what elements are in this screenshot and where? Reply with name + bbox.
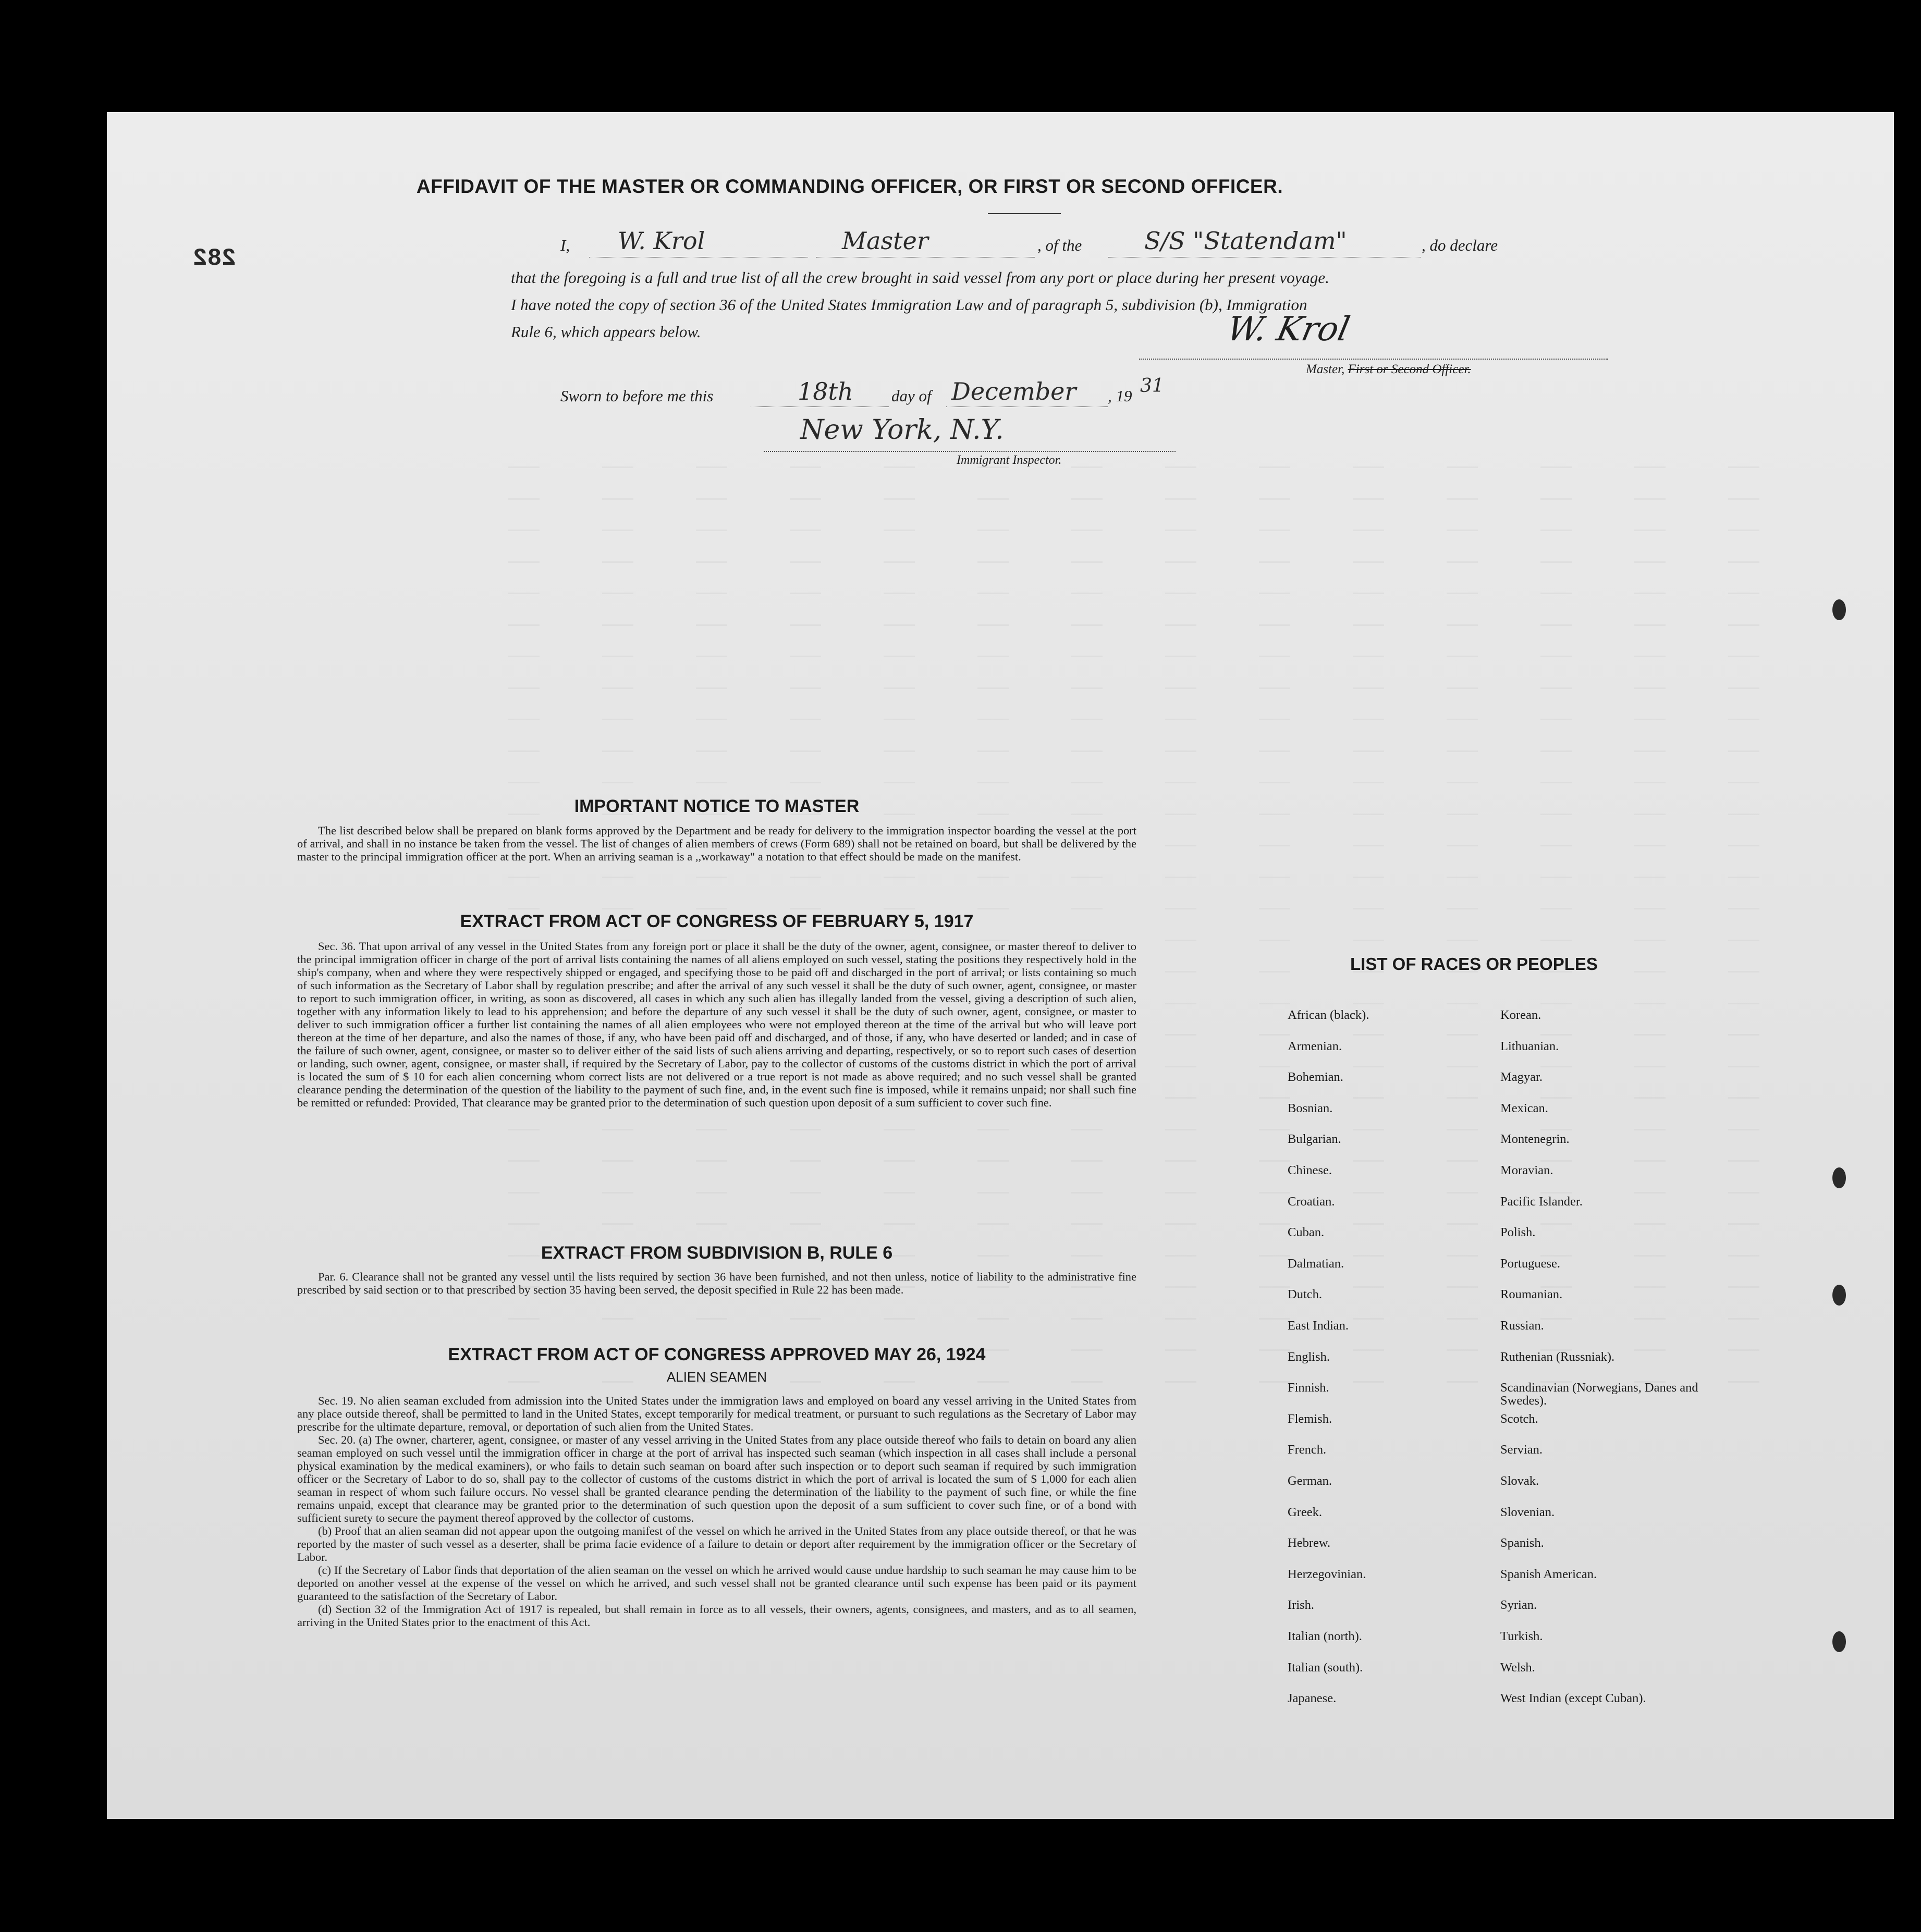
- act-1924-paragraph-2: Sec. 20. (a) The owner, charterer, agent, consignee, or master of any vessel arriving in the United States from any place outside thereof who fails to detain on board any alien seaman employed on such vessel until the immigration officer in charge at the port of arrival has inspected such seaman (which inspection in all cases shall include a personal physical examination by the medical examiners), or who fails to detain such seaman on board after such inspection or to deport such seaman if required by such immigration officer or the Secretary of Labor to do so, shall pay to the collector of customs of the customs district in which the port of arrival is located the sum of $ 1,000 for each alien seaman in respect of whom such failure occurs. No vessel shall be granted clearance pending the determination of the liability to the payment of such fine, or while the fine remains unpaid, except that clearance may be granted prior to the determination of such question upon the deposit of a sum sufficient to cover such fine, or of a bond with sufficient surety to secure the payment thereof approved by the collector of customs.: [297, 1433, 1136, 1524]
- sworn-day: 18th: [798, 377, 853, 405]
- declaration-line-3: Rule 6, which appears below.: [511, 323, 701, 341]
- race-item: Flemish.: [1288, 1411, 1332, 1426]
- affidavit-title: AFFIDAVIT OF THE MASTER OR COMMANDING OFFICER, OR FIRST OR SECOND OFFICER.: [416, 176, 1283, 197]
- race-item: Portuguese.: [1500, 1256, 1560, 1271]
- act-1924-paragraph-4: (c) If the Secretary of Labor finds that deportation of the alien seaman on the vessel on which he arrived would cause undue hardship to such seaman he may cause him to be deported on another vessel at the expense of the vessel on which he arrived, and such vessel shall not be granted clearance until such expense has been paid or its payment guaranteed to the satisfaction of the Secretary of Labor.: [297, 1564, 1136, 1603]
- act-1917-title: EXTRACT FROM ACT OF CONGRESS OF FEBRUARY 5, 1917: [460, 912, 974, 931]
- notice-paragraph: The list described below shall be prepared on blank forms approved by the Department and be ready for delivery to the immigration inspector boarding the vessel at the port of arrival, and shall in no instance be taken from the vessel. The list of changes of alien members of crews (Form 689) shall not be retained on board, but shall be delivered by the master to the principal immigration officer at the port. When an arriving seaman is a ,,workaway" a notation to that effect should be made on the manifest.: [297, 824, 1136, 863]
- binding-hole: [1832, 599, 1846, 620]
- race-item: Spanish American.: [1500, 1567, 1597, 1581]
- rule-6-paragraph: Par. 6. Clearance shall not be granted any vessel until the lists required by section 36 have been furnished, and not then unless, notice of liability to the administrative fine prescribed by said section or to that prescribed by section 35 having been served, the deposit specified in Rule 22 has been made.: [297, 1270, 1136, 1296]
- bleed-through-row: [508, 877, 1812, 878]
- race-item: Syrian.: [1500, 1598, 1537, 1613]
- rule-6-text: [297, 1270, 1136, 1296]
- signer-caption-master: Master,: [1306, 362, 1345, 376]
- bleed-through-row: [508, 1129, 1812, 1130]
- race-item: Korean.: [1500, 1008, 1541, 1022]
- race-item: African (black).: [1288, 1008, 1369, 1022]
- bleed-through-row: [508, 656, 1812, 657]
- bleed-through-row: [508, 719, 1812, 720]
- race-item: Spanish.: [1500, 1536, 1544, 1550]
- race-item: Polish.: [1500, 1225, 1536, 1240]
- race-item: Italian (north).: [1288, 1629, 1362, 1643]
- race-item: Lithuanian.: [1500, 1039, 1559, 1053]
- sworn-year-prefix: , 19: [1108, 387, 1132, 405]
- race-item: English.: [1288, 1349, 1330, 1364]
- signature-rule: [1139, 359, 1608, 360]
- race-item: Russian.: [1500, 1319, 1544, 1333]
- bleed-through-row: [508, 498, 1812, 500]
- race-item: Cuban.: [1288, 1225, 1325, 1240]
- of-the-text: , of the: [1037, 236, 1082, 254]
- bleed-through-row: [508, 1223, 1812, 1225]
- master-name: W. Krol: [618, 227, 705, 255]
- bleed-through-row: [508, 750, 1812, 752]
- race-item: Bohemian.: [1288, 1070, 1343, 1085]
- notice-title: IMPORTANT NOTICE TO MASTER: [574, 796, 860, 816]
- signer-caption: [1306, 362, 1471, 377]
- race-item: Dalmatian.: [1288, 1256, 1344, 1271]
- act-1924-paragraph-3: (b) Proof that an alien seaman did not appear upon the outgoing manifest of the vessel on which he arrived in the United States from any place outside thereof, or that he was reported by the master of such vessel as a deserter, shall be prima facie evidence of a failure to detain or deport after requirement by the immigration officer or the Secretary of Labor.: [297, 1524, 1136, 1564]
- act-1924-text: [297, 1394, 1136, 1629]
- race-item: Mexican.: [1500, 1101, 1548, 1115]
- race-item: Dutch.: [1288, 1287, 1322, 1302]
- bleed-through-row: [508, 561, 1812, 563]
- race-item: Servian.: [1500, 1443, 1543, 1457]
- act-1917-text: [297, 940, 1136, 1109]
- signer-caption-struck: First or Second Officer.: [1348, 362, 1471, 376]
- sworn-year-suffix: 31: [1140, 375, 1164, 397]
- sworn-month: December: [951, 377, 1076, 405]
- binding-hole: [1832, 1631, 1846, 1652]
- declarant-line: [560, 227, 1613, 262]
- race-item: Bosnian.: [1288, 1101, 1333, 1115]
- act-1917-paragraph: Sec. 36. That upon arrival of any vessel in the United States from any foreign port or place it shall be the duty of the owner, agent, consignee, or master thereof to deliver to the principal immigration officer in charge of the port of arrival lists containing the names of all aliens employed on such vessel, stating the positions they respectively hold in the ship's company, when and where they were respectively shipped or engaged, and specifying those to be paid off and discharged in the port of arrival; or lists containing so much of such information as the Secretary of Labor shall by regulation prescribe; and after the arrival of any such vessel it shall be the duty of such owner, agent, consignee, or master to report to such immigration officer, in writing, as soon as discovered, all cases in which any such alien has illegally landed from the vessel, giving a description of such alien, together with any information likely to lead to his apprehension; and before the departure of any such vessel it shall be the duty of such owner, agent, consignee, or master to deliver to such immigration officer a further list containing the names of all alien employees who were not employed thereon at the time of the arrival but who will leave port thereon at the time of her departure, and also the names of those, if any, who have been paid off and discharged, and of those, if any, who have deserted or landed; and in case of the failure of such owner, agent, consignee, or master so to deliver either of the said lists of such aliens arriving and departing, respectively, or so to report such cases of desertion or landing, such owner, agent, consignee, or master shall, if required by the Secretary of Labor, pay to the collector of customs of the customs district in which the port of arrival is located the sum of $ 10 for each alien concerning whom correct lists are not delivered or a true report is not made as above required; and no such vessel shall be granted clearance pending the determination of the question of the liability to the payment of such fine, and, in the event such fine is imposed, while it remains unpaid; nor shall such fine be remitted or refunded: Provided, That clearance may be granted prior to the determination of such question upon deposit of a sum sufficient to cover such fine.: [297, 940, 1136, 1109]
- declaration-line-1: that the foregoing is a full and true list of all the crew brought in said vessel from any port or place during her present voyage.: [511, 268, 1329, 287]
- notice-text: [297, 824, 1136, 863]
- sworn-prefix: Sworn to before me this: [560, 387, 714, 405]
- binding-hole: [1832, 1285, 1846, 1306]
- race-item: Herzegovinian.: [1288, 1567, 1366, 1581]
- race-item: Slovenian.: [1500, 1505, 1555, 1519]
- bleed-through-row: [508, 908, 1812, 909]
- binding-hole: [1832, 1167, 1846, 1188]
- inspector-rule: [764, 451, 1176, 452]
- race-item: Turkish.: [1500, 1629, 1543, 1643]
- bleed-through-row: [508, 593, 1812, 594]
- inspector-caption: Immigrant Inspector.: [957, 453, 1062, 467]
- race-item: Montenegrin.: [1500, 1132, 1570, 1147]
- race-item: East Indian.: [1288, 1319, 1349, 1333]
- sworn-place: New York, N.Y.: [800, 414, 1004, 446]
- bleed-through-row: [508, 466, 1812, 468]
- vessel-name: S/S "Statendam": [1144, 227, 1347, 255]
- race-item: Scotch.: [1500, 1411, 1538, 1426]
- races-title: LIST OF RACES OR PEOPLES: [1350, 954, 1598, 974]
- race-item: Italian (south).: [1288, 1660, 1363, 1675]
- act-1924-paragraph-5: (d) Section 32 of the Immigration Act of 1917 is repealed, but shall remain in force as to all vessels, their owners, agents, consignees, and masters, and as to all seamen, arriving in the United States prior to the enactment of this Act.: [297, 1603, 1136, 1629]
- act-1924-paragraph-1: Sec. 19. No alien seaman excluded from admission into the United States under the immigration laws and employed on board any vessel arriving in the United States from any place outside thereof, shall be permitted to land in the United States, except temporarily for medical treatment, or pursuant to such regulations as the Secretary of Labor may prescribe for the ultimate departure, removal, or deportation of such alien from the United States.: [297, 1394, 1136, 1433]
- bleed-through-row: [508, 1160, 1812, 1162]
- bleed-through-row: [508, 687, 1812, 689]
- race-item: Armenian.: [1288, 1039, 1342, 1053]
- race-item: Greek.: [1288, 1505, 1322, 1519]
- i-prefix: I,: [560, 236, 570, 254]
- race-item: Moravian.: [1500, 1163, 1553, 1177]
- bleed-through-row: [508, 530, 1812, 531]
- manifest-sheet: [107, 112, 1894, 1819]
- sheet-number: 282: [193, 245, 236, 272]
- race-item: West Indian (except Cuban).: [1500, 1691, 1646, 1706]
- race-item: Slovak.: [1500, 1474, 1539, 1488]
- act-1924-subtitle: ALIEN SEAMEN: [666, 1369, 767, 1385]
- act-1924-title: EXTRACT FROM ACT OF CONGRESS APPROVED MAY 26, 1924: [448, 1345, 986, 1364]
- do-declare-text: , do declare: [1422, 236, 1498, 254]
- declaration-line-2: I have noted the copy of section 36 of the United States Immigration Law and of paragraph 5, subdivision (b), Immigration: [511, 296, 1307, 314]
- master-signature: W. Krol: [1223, 310, 1353, 349]
- bleed-through-row: [508, 782, 1812, 783]
- master-rank: Master: [842, 227, 928, 255]
- race-item: Irish.: [1288, 1598, 1315, 1613]
- sworn-line: [560, 375, 1290, 418]
- race-item: Bulgarian.: [1288, 1132, 1341, 1147]
- race-item: Chinese.: [1288, 1163, 1332, 1177]
- race-item: Magyar.: [1500, 1070, 1543, 1085]
- race-item: Welsh.: [1500, 1660, 1535, 1675]
- bleed-through-row: [508, 624, 1812, 626]
- title-rule: [988, 213, 1061, 214]
- race-item: Pacific Islander.: [1500, 1194, 1583, 1209]
- race-item: Scandinavian (Norwegians, Danes and Swedes).: [1500, 1381, 1698, 1408]
- race-item: Roumanian.: [1500, 1287, 1563, 1302]
- rule-6-title: EXTRACT FROM SUBDIVISION B, RULE 6: [541, 1243, 893, 1263]
- race-item: French.: [1288, 1443, 1327, 1457]
- race-item: German.: [1288, 1474, 1332, 1488]
- race-item: Ruthenian (Russniak).: [1500, 1349, 1615, 1364]
- race-item: Finnish.: [1288, 1381, 1329, 1395]
- sworn-day-of: day of: [891, 387, 932, 405]
- race-item: Croatian.: [1288, 1194, 1335, 1209]
- race-item: Japanese.: [1288, 1691, 1337, 1706]
- bleed-through-row: [508, 1192, 1812, 1193]
- race-item: Hebrew.: [1288, 1536, 1331, 1550]
